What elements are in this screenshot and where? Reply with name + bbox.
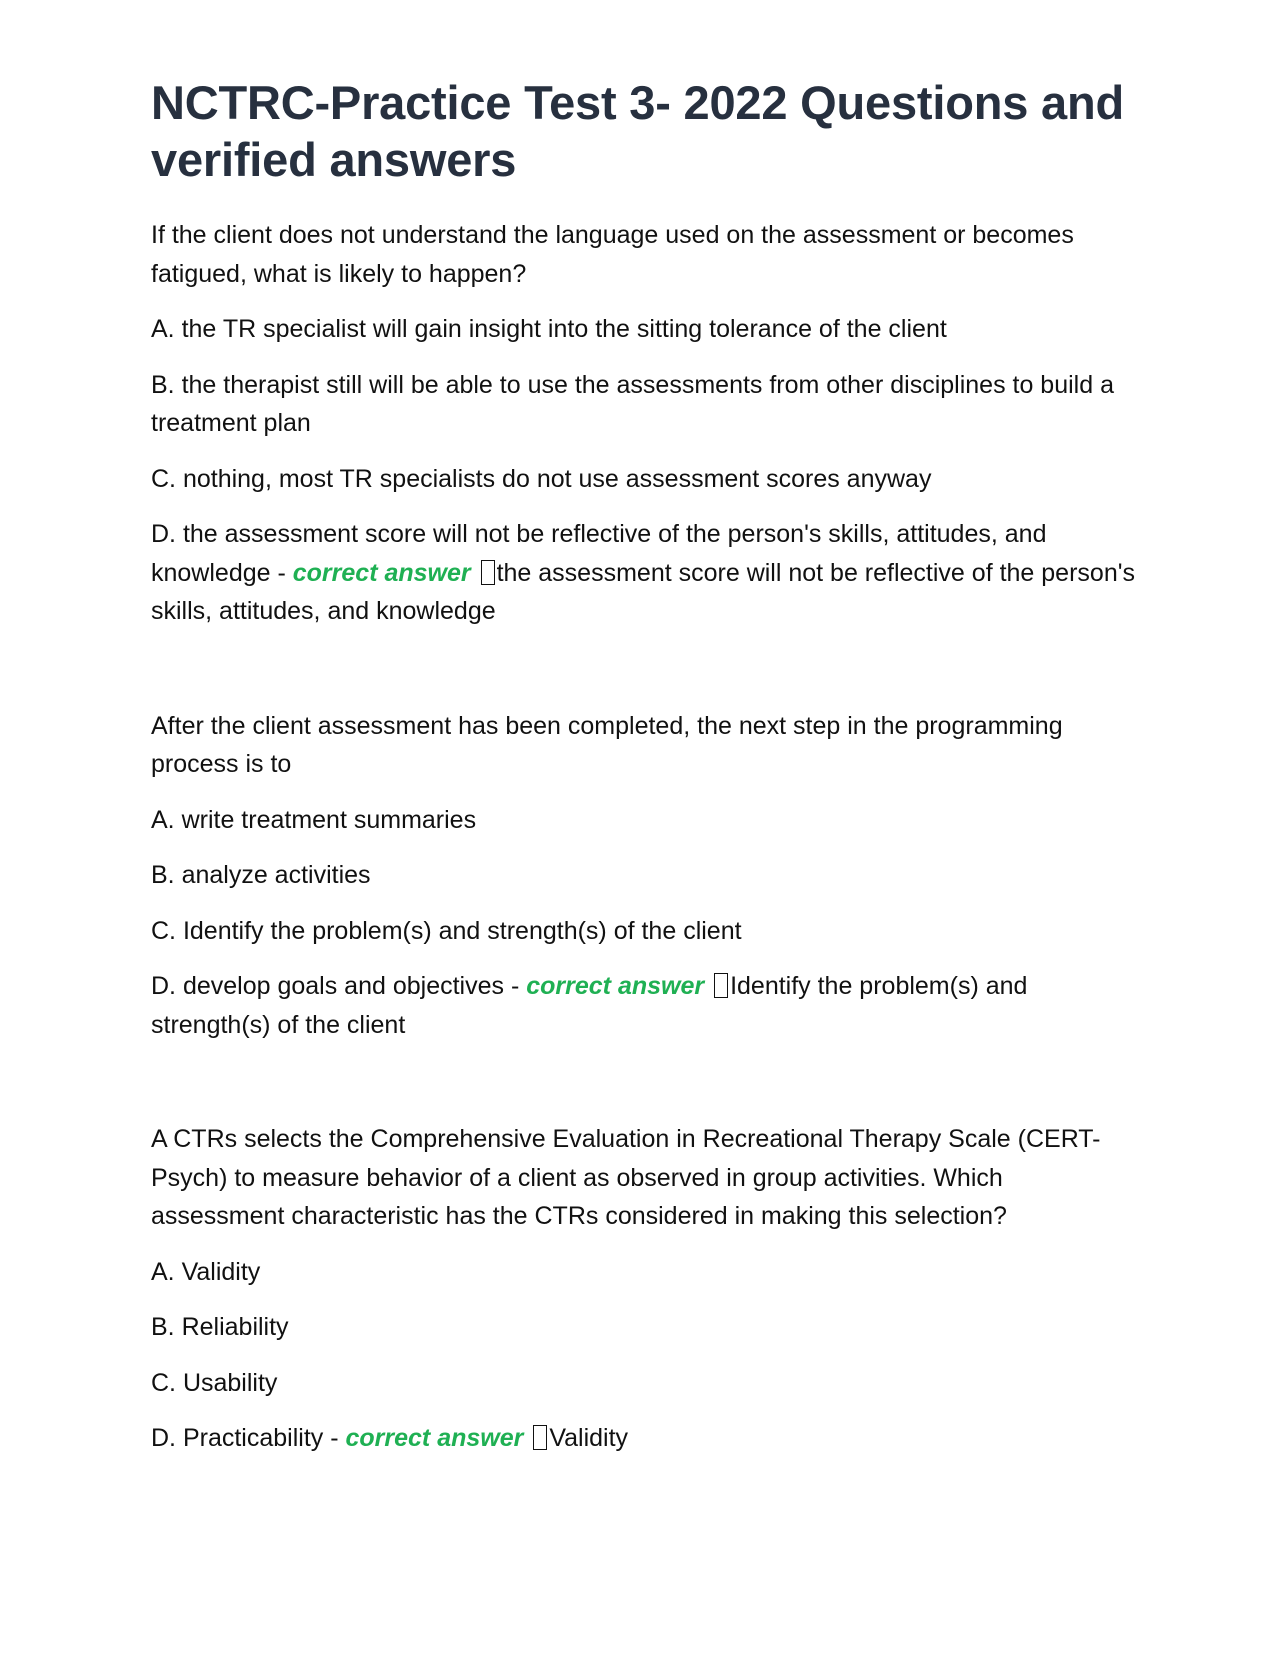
question-stem: After the client assessment has been completed, the next step in the programming process is to: [151, 711, 1063, 778]
option-d-with-answer: [151, 515, 1141, 631]
document-page: [151, 74, 1141, 1458]
question-stem: A CTRs selects the Comprehensive Evaluation in Recreational Therapy Scale (CERT-Psych) to measure behavior of a client as observed in group activities. Which assessment characteristic has the CTRs considered in making this selection?: [151, 1125, 1101, 1230]
option-a: A. the TR specialist will gain insight into the sitting tolerance of the client: [151, 315, 947, 343]
missing-glyph-box-icon: [533, 1425, 547, 1450]
answer-text: Validity: [549, 1424, 629, 1452]
option-d-with-answer: [151, 967, 1141, 1044]
option-d: D. develop goals and objectives -: [151, 972, 527, 1000]
option-c: C. Identify the problem(s) and strength(s) of the client: [151, 916, 742, 945]
question-stem: If the client does not understand the language used on the assessment or becomes fatigued, what is likely to happen?: [151, 221, 1074, 288]
correct-answer-label: correct answer: [292, 558, 471, 587]
missing-glyph-box-icon: [714, 973, 728, 998]
option-d-with-answer: [151, 1419, 1141, 1458]
option-b: B. Reliability: [151, 1313, 289, 1341]
option-c: C. nothing, most TR specialists do not use assessment scores anyway: [151, 464, 932, 493]
option-b: B. analyze activities: [151, 861, 371, 889]
option-a: A. write treatment summaries: [151, 805, 477, 834]
option-d: D. Practicability -: [151, 1424, 346, 1452]
option-a: A. Validity: [151, 1257, 261, 1286]
correct-answer-label: correct answer: [345, 1424, 524, 1452]
option-c: C. Usability: [151, 1368, 278, 1397]
page-title: NCTRC-Practice Test 3- 2022 Questions and verified answers: [151, 76, 1124, 186]
answer-text: Identify the problem(s) and strength(s) of the client: [151, 972, 1028, 1039]
option-d: D. the assessment score will not be reflective of the person's skills, attitudes, and knowledge -: [151, 520, 1047, 587]
answer-text: the assessment score will not be reflective of the person's skills, attitudes, and knowledge: [151, 558, 1135, 625]
option-b: B. the therapist still will be able to use the assessments from other disciplines to build a treatment plan: [151, 370, 1114, 437]
question-block-3: [151, 1120, 1141, 1458]
question-block-1: [151, 216, 1141, 631]
missing-glyph-box-icon: [481, 560, 495, 585]
question-block-2: [151, 707, 1141, 1045]
correct-answer-label: correct answer: [526, 972, 705, 1000]
